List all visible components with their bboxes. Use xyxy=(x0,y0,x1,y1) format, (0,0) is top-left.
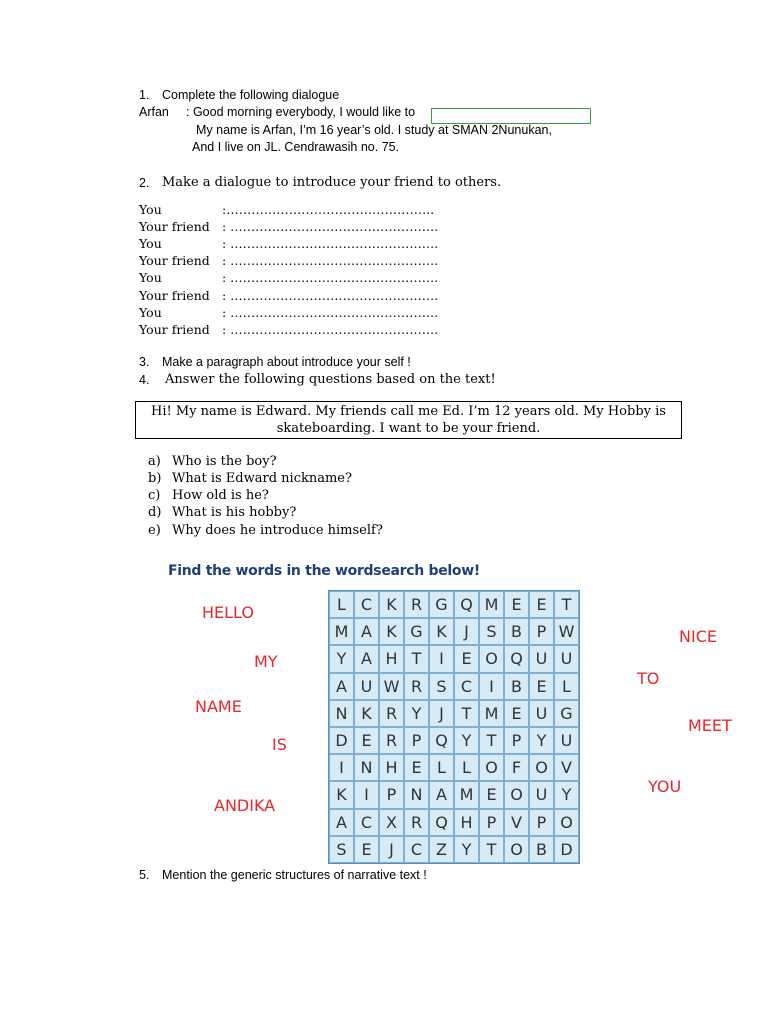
wordsearch-cell[interactable]: Y xyxy=(554,781,579,808)
wordsearch-cell[interactable]: Y xyxy=(329,645,354,672)
wordsearch-cell[interactable]: I xyxy=(429,645,454,672)
q5-instruction: Mention the generic structures of narrative text ! xyxy=(162,868,427,882)
wordsearch-cell[interactable]: P xyxy=(479,809,504,836)
wordsearch-cell[interactable]: S xyxy=(329,836,354,863)
wordsearch-cell[interactable]: L xyxy=(429,754,454,781)
dialogue-speaker: You xyxy=(139,202,162,217)
q1-line1: : Good morning everybody, I would like to xyxy=(186,105,416,119)
wordsearch-cell[interactable]: P xyxy=(379,781,404,808)
wordsearch-cell[interactable]: C xyxy=(404,836,429,863)
reading-text-line: skateboarding. I want to be your friend. xyxy=(276,421,541,436)
question-text: Why does he introduce himself? xyxy=(172,523,383,538)
dialogue-blank: :………………………………………….. xyxy=(222,202,435,217)
dialogue-row[interactable] xyxy=(139,219,438,234)
question-label: b) xyxy=(148,471,162,486)
wordsearch-cell[interactable]: M xyxy=(454,781,479,808)
question-label: a) xyxy=(148,454,161,469)
wordsearch-cell[interactable]: T xyxy=(479,727,504,754)
dialogue-row[interactable] xyxy=(139,322,438,337)
wordsearch-cell[interactable]: K xyxy=(354,700,379,727)
wordsearch-word: ANDIKA xyxy=(214,796,276,815)
q4-instruction: Answer the following questions based on the text! xyxy=(165,372,496,387)
wordsearch-cell[interactable]: W xyxy=(554,618,579,645)
reading-text-box xyxy=(135,401,682,439)
wordsearch-cell[interactable]: A xyxy=(329,673,354,700)
wordsearch-cell[interactable]: T xyxy=(554,591,579,618)
wordsearch-cell[interactable]: Y xyxy=(529,727,554,754)
dialogue-speaker: Your friend xyxy=(139,253,210,268)
question-item xyxy=(148,471,352,486)
question-text: What is Edward nickname? xyxy=(172,471,352,486)
wordsearch-cell[interactable]: J xyxy=(429,700,454,727)
question-label: e) xyxy=(148,523,161,538)
wordsearch-cell[interactable]: E xyxy=(529,591,554,618)
q4-number: 4. xyxy=(139,373,150,387)
wordsearch-cell[interactable]: E xyxy=(479,781,504,808)
wordsearch-cell[interactable]: O xyxy=(504,781,529,808)
dialogue-blank: : ………………………………………….. xyxy=(222,322,439,337)
dialogue-blank: : ………………………………………….. xyxy=(222,305,439,320)
dialogue-speaker: You xyxy=(139,270,162,285)
wordsearch-cell[interactable]: Q xyxy=(429,809,454,836)
wordsearch-cell[interactable]: T xyxy=(404,645,429,672)
wordsearch-cell[interactable]: Z xyxy=(429,836,454,863)
wordsearch-cell[interactable]: S xyxy=(429,673,454,700)
wordsearch-cell[interactable]: P xyxy=(529,618,554,645)
wordsearch-cell[interactable]: E xyxy=(454,645,479,672)
wordsearch-cell[interactable]: K xyxy=(379,618,404,645)
wordsearch-cell[interactable]: S xyxy=(479,618,504,645)
wordsearch-cell[interactable]: J xyxy=(454,618,479,645)
wordsearch-word: HELLO xyxy=(202,603,254,622)
q5-number: 5. xyxy=(139,868,150,882)
wordsearch-cell[interactable]: Y xyxy=(454,727,479,754)
dialogue-speaker: Your friend xyxy=(139,322,210,337)
wordsearch-cell[interactable]: M xyxy=(479,591,504,618)
wordsearch-cell[interactable]: Q xyxy=(429,727,454,754)
q1-instruction: Complete the following dialogue xyxy=(162,88,340,102)
wordsearch-cell[interactable]: C xyxy=(354,591,379,618)
wordsearch-cell[interactable]: U xyxy=(529,781,554,808)
dialogue-blank: : ………………………………………….. xyxy=(222,253,439,268)
wordsearch-word: YOU xyxy=(648,777,682,796)
wordsearch-cell[interactable]: K xyxy=(429,618,454,645)
wordsearch-cell[interactable]: N xyxy=(329,700,354,727)
wordsearch-cell[interactable]: Y xyxy=(454,836,479,863)
wordsearch-word: IS xyxy=(272,735,287,754)
wordsearch-cell[interactable]: N xyxy=(354,754,379,781)
dialogue-speaker: You xyxy=(139,236,162,251)
wordsearch-cell[interactable]: E xyxy=(529,673,554,700)
wordsearch-cell[interactable]: P xyxy=(404,727,429,754)
question-item xyxy=(148,505,296,520)
wordsearch-cell[interactable]: H xyxy=(379,754,404,781)
q3-number: 3. xyxy=(139,355,150,369)
question-text: How old is he? xyxy=(172,488,269,503)
q3-instruction: Make a paragraph about introduce your self ! xyxy=(162,355,411,369)
wordsearch-cell[interactable]: Q xyxy=(504,645,529,672)
wordsearch-cell[interactable]: L xyxy=(329,591,354,618)
wordsearch-cell[interactable]: T xyxy=(454,700,479,727)
q1-line3: And I live on JL. Cendrawasih no. 75. xyxy=(192,140,400,154)
wordsearch-cell[interactable]: P xyxy=(504,727,529,754)
q2-number: 2. xyxy=(139,176,150,190)
dialogue-row[interactable] xyxy=(139,305,438,320)
wordsearch-cell[interactable]: V xyxy=(554,754,579,781)
wordsearch-cell[interactable]: W xyxy=(379,673,404,700)
wordsearch-cell[interactable]: G xyxy=(429,591,454,618)
question-text: Who is the boy? xyxy=(172,454,277,469)
wordsearch-cell[interactable]: D xyxy=(554,836,579,863)
wordsearch-cell[interactable]: E xyxy=(404,754,429,781)
wordsearch-word: NICE xyxy=(679,627,717,646)
wordsearch-cell[interactable]: F xyxy=(504,754,529,781)
wordsearch-cell[interactable]: R xyxy=(404,673,429,700)
question-item xyxy=(148,523,383,538)
wordsearch-cell[interactable]: R xyxy=(379,727,404,754)
wordsearch-cell[interactable]: E xyxy=(354,727,379,754)
question-label: d) xyxy=(148,505,162,520)
dialogue-row[interactable] xyxy=(139,288,438,303)
wordsearch-cell[interactable]: G xyxy=(404,618,429,645)
wordsearch-cell[interactable]: L xyxy=(554,673,579,700)
wordsearch-cell[interactable]: G xyxy=(554,700,579,727)
q2-instruction: Make a dialogue to introduce your friend to others. xyxy=(162,175,502,190)
dialogue-row[interactable] xyxy=(139,202,434,217)
wordsearch-cell[interactable]: Q xyxy=(454,591,479,618)
wordsearch-cell[interactable]: H xyxy=(454,809,479,836)
wordsearch-cell[interactable]: B xyxy=(504,673,529,700)
wordsearch-cell[interactable]: X xyxy=(379,809,404,836)
wordsearch-cell[interactable]: U xyxy=(554,727,579,754)
wordsearch-cell[interactable]: R xyxy=(404,809,429,836)
wordsearch-word: MEET xyxy=(688,716,732,735)
wordsearch-title: Find the words in the wordsearch below! xyxy=(168,563,480,579)
dialogue-row[interactable] xyxy=(139,253,438,268)
wordsearch-cell[interactable]: U xyxy=(354,673,379,700)
wordsearch-word: MY xyxy=(254,652,278,671)
wordsearch-cell[interactable]: O xyxy=(529,754,554,781)
wordsearch-cell[interactable]: I xyxy=(354,781,379,808)
q1-number: 1. xyxy=(139,88,150,102)
dialogue-row[interactable] xyxy=(139,270,438,285)
wordsearch-cell[interactable]: U xyxy=(529,700,554,727)
wordsearch-cell[interactable]: J xyxy=(379,836,404,863)
wordsearch-word: TO xyxy=(637,669,660,688)
wordsearch-cell[interactable]: A xyxy=(354,645,379,672)
wordsearch-cell[interactable]: P xyxy=(529,809,554,836)
wordsearch-cell[interactable]: B xyxy=(504,618,529,645)
q1-line2: My name is Arfan, I’m 16 year’s old. I study at SMAN 2Nunukan, xyxy=(196,123,552,137)
wordsearch-word: NAME xyxy=(195,697,242,716)
dialogue-blank: : ………………………………………….. xyxy=(222,219,439,234)
wordsearch-cell[interactable]: E xyxy=(504,591,529,618)
wordsearch-cell[interactable]: R xyxy=(379,700,404,727)
wordsearch-cell[interactable]: B xyxy=(529,836,554,863)
dialogue-blank: : ………………………………………….. xyxy=(222,288,439,303)
wordsearch-cell[interactable]: Y xyxy=(404,700,429,727)
wordsearch-cell[interactable]: O xyxy=(479,754,504,781)
dialogue-blank: : ………………………………………….. xyxy=(222,236,439,251)
dialogue-blank: : ………………………………………….. xyxy=(222,270,439,285)
wordsearch-cell[interactable]: A xyxy=(329,809,354,836)
wordsearch-cell[interactable]: E xyxy=(504,700,529,727)
wordsearch-cell[interactable]: I xyxy=(479,673,504,700)
wordsearch-cell[interactable]: V xyxy=(504,809,529,836)
wordsearch-cell[interactable]: C xyxy=(354,809,379,836)
wordsearch-cell[interactable]: E xyxy=(354,836,379,863)
q1-speaker: Arfan xyxy=(139,105,169,119)
wordsearch-cell[interactable]: M xyxy=(479,700,504,727)
wordsearch-cell[interactable]: K xyxy=(379,591,404,618)
wordsearch-cell[interactable]: O xyxy=(554,809,579,836)
question-item xyxy=(148,454,277,469)
dialogue-speaker: Your friend xyxy=(139,219,210,234)
question-label: c) xyxy=(148,488,161,503)
wordsearch-cell[interactable]: M xyxy=(329,618,354,645)
wordsearch-cell[interactable]: T xyxy=(479,836,504,863)
wordsearch-cell[interactable]: O xyxy=(504,836,529,863)
wordsearch-cell[interactable]: U xyxy=(529,645,554,672)
wordsearch-cell[interactable]: I xyxy=(329,754,354,781)
wordsearch-cell[interactable]: K xyxy=(329,781,354,808)
wordsearch-cell[interactable]: H xyxy=(379,645,404,672)
reading-text-line: Hi! My name is Edward. My friends call me Ed. I’m 12 years old. My Hobby is xyxy=(151,404,666,419)
question-text: What is his hobby? xyxy=(172,505,297,520)
wordsearch-grid xyxy=(328,590,580,864)
wordsearch-cell[interactable]: R xyxy=(404,591,429,618)
wordsearch-cell[interactable]: A xyxy=(429,781,454,808)
wordsearch-cell[interactable]: C xyxy=(454,673,479,700)
dialogue-speaker: You xyxy=(139,305,162,320)
q1-blank-input[interactable] xyxy=(431,108,591,124)
wordsearch-cell[interactable]: U xyxy=(554,645,579,672)
question-item xyxy=(148,488,269,503)
wordsearch-cell[interactable]: D xyxy=(329,727,354,754)
wordsearch-cell[interactable]: L xyxy=(454,754,479,781)
wordsearch-cell[interactable]: A xyxy=(354,618,379,645)
dialogue-row[interactable] xyxy=(139,236,438,251)
wordsearch-cell[interactable]: O xyxy=(479,645,504,672)
dialogue-speaker: Your friend xyxy=(139,288,210,303)
wordsearch-cell[interactable]: N xyxy=(404,781,429,808)
